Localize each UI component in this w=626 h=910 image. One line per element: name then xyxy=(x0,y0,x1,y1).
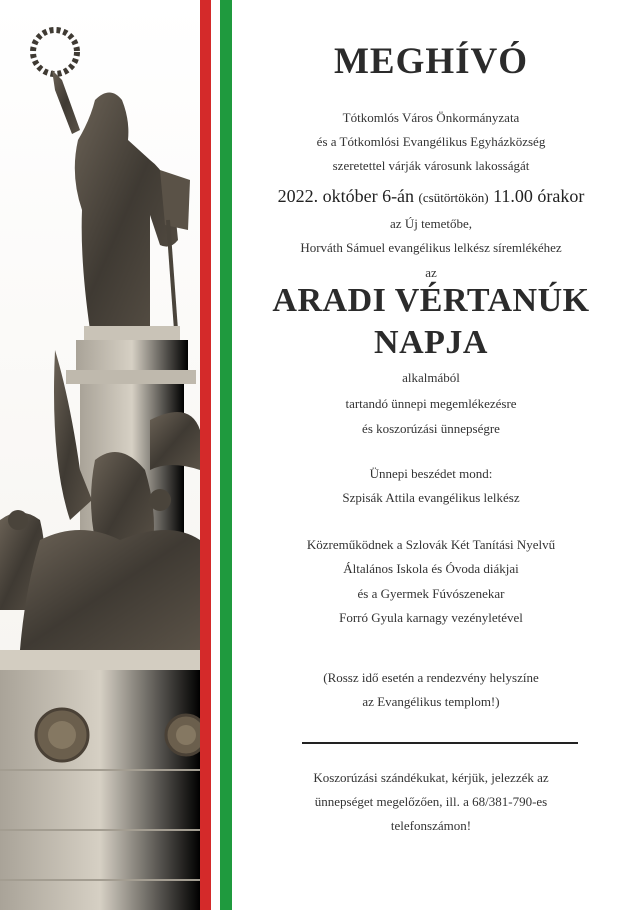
occasion-line-2: tartandó ünnepi megemlékezésre xyxy=(345,396,517,411)
organizer-line-1: Tótkomlós Város Önkormányzata xyxy=(342,110,520,125)
event-date-main: 2022. október 6-án xyxy=(277,186,415,206)
location-line-2: Horváth Sámuel evangélikus lelkész síremlékéhez xyxy=(300,240,562,255)
organizer-line-3: szeretettel várják városunk lakosságát xyxy=(332,158,530,173)
performers-line-4: Forró Gyula karnagy vezényletével xyxy=(339,610,523,625)
performers-line-2: Általános Iskola és Óvoda diákjai xyxy=(343,561,519,576)
contact-line-3: telefonszámon! xyxy=(390,818,472,833)
occasion-line-1: alkalmából xyxy=(402,370,460,385)
contact-line-1: Koszorúzási szándékukat, kérjük, jelezzék az xyxy=(313,770,549,785)
location-line-3: az xyxy=(425,265,437,280)
event-name-line-2: NAPJA xyxy=(374,324,488,361)
performers-line-1: Közreműködnek a Szlovák Két Tanítási Nyelvű xyxy=(306,537,556,552)
speech-line-2: Szpisák Attila evangélikus lelkész xyxy=(342,490,520,505)
invitation-text xyxy=(236,0,626,910)
invitation-title: MEGHÍVÓ xyxy=(333,41,529,82)
event-time: 11.00 órakor xyxy=(493,186,585,206)
event-weekday: (csütörtökön) xyxy=(418,190,489,205)
speech-line-1: Ünnepi beszédet mond: xyxy=(369,466,493,481)
event-name-line-1: ARADI VÉRTANÚK xyxy=(272,282,590,319)
flag-stripe-red xyxy=(200,0,211,910)
flag-stripe-green xyxy=(220,0,232,910)
organizer-line-2: és a Tótkomlósi Evangélikus Egyházközség xyxy=(316,134,546,149)
weather-note-line-1: (Rossz idő esetén a rendezvény helyszíne xyxy=(323,670,539,685)
monument-photo xyxy=(0,0,200,910)
location-line-1: az Új temetőbe, xyxy=(390,216,472,231)
arad-martyrs-monument-illustration xyxy=(0,0,200,910)
performers-line-3: és a Gyermek Fúvószenekar xyxy=(357,586,505,601)
flag-stripe-white xyxy=(211,0,220,910)
weather-note-line-2: az Evangélikus templom!) xyxy=(362,694,500,709)
divider-line xyxy=(302,742,578,744)
event-date xyxy=(236,186,626,207)
occasion-line-3: és koszorúzási ünnepségre xyxy=(362,421,500,436)
contact-line-2: ünnepséget megelőzően, ill. a 68/381-790-es xyxy=(314,794,548,809)
